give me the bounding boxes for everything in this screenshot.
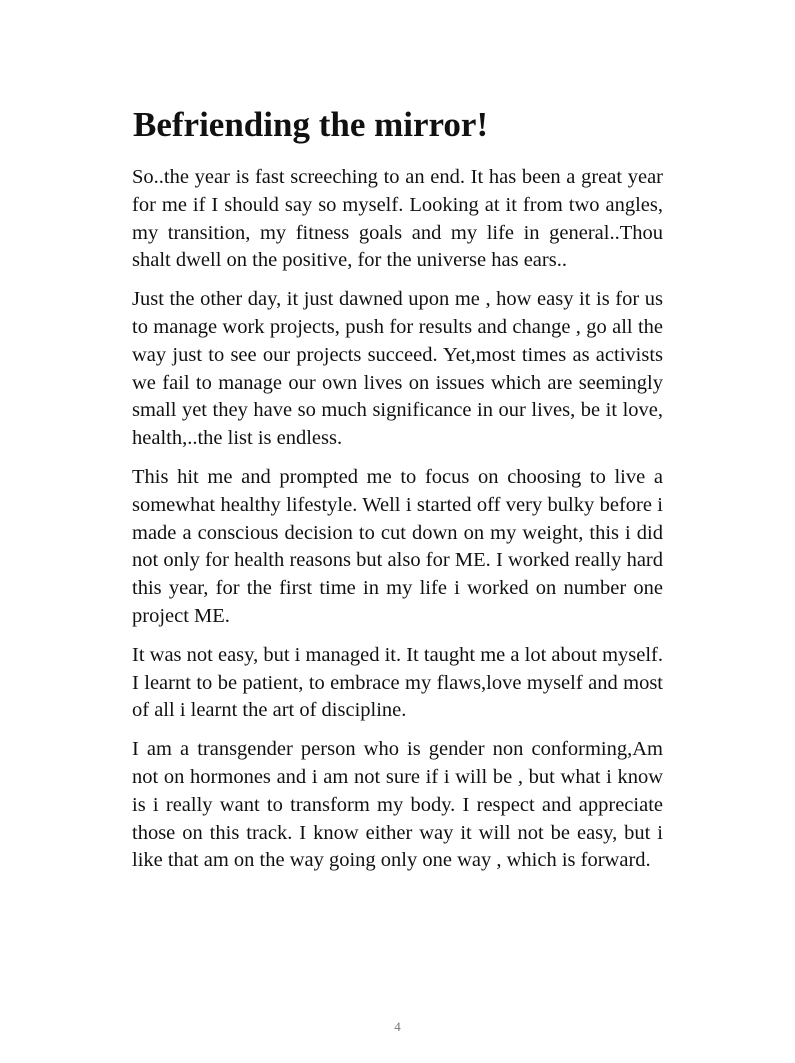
paragraph-2: Just the other day, it just dawned upon me , how easy it is for us to manage work projects, push for results and change , go all the way just to see our projects succeed. Yet,most times as activists we fail to manage our own lives on issues which are seemingly small yet they have so much significance in our lives, be it love, health,..the list is endless.	[132, 288, 663, 450]
paragraph-4: It was not easy, but i managed it. It taught me a lot about myself. I learnt to be patient, to embrace my flaws,love myself and most of all i learnt the art of discipline.	[132, 643, 663, 722]
paragraph-3: This hit me and prompted me to focus on choosing to live a somewhat healthy lifestyle. Well i started off very bulky before i made a conscious decision to cut down on my weight, this i did not only for health reasons but also for ME. I worked really hard this year, for the first time in my life i worked on number one project ME.	[132, 465, 663, 627]
paragraph-1: So..the year is fast screeching to an end. It has been a great year for me if I should say so myself. Looking at it from two angles, my transition, my fitness goals and my life in general..Thou shalt dwell on the positive, for the universe has ears..	[132, 166, 663, 272]
page-title: Befriending the mirror!	[133, 105, 489, 144]
article-body	[132, 164, 663, 886]
paragraph-5: I am a transgender person who is gender non conforming,Am not on hormones and i am not sure if i will be , but what i know is i really want to transform my body. I respect and appreciate those on this track. I know either way it will not be easy, but i like that am on the way going only one way , which is forward.	[132, 738, 663, 872]
page-number: 4	[394, 1019, 401, 1034]
